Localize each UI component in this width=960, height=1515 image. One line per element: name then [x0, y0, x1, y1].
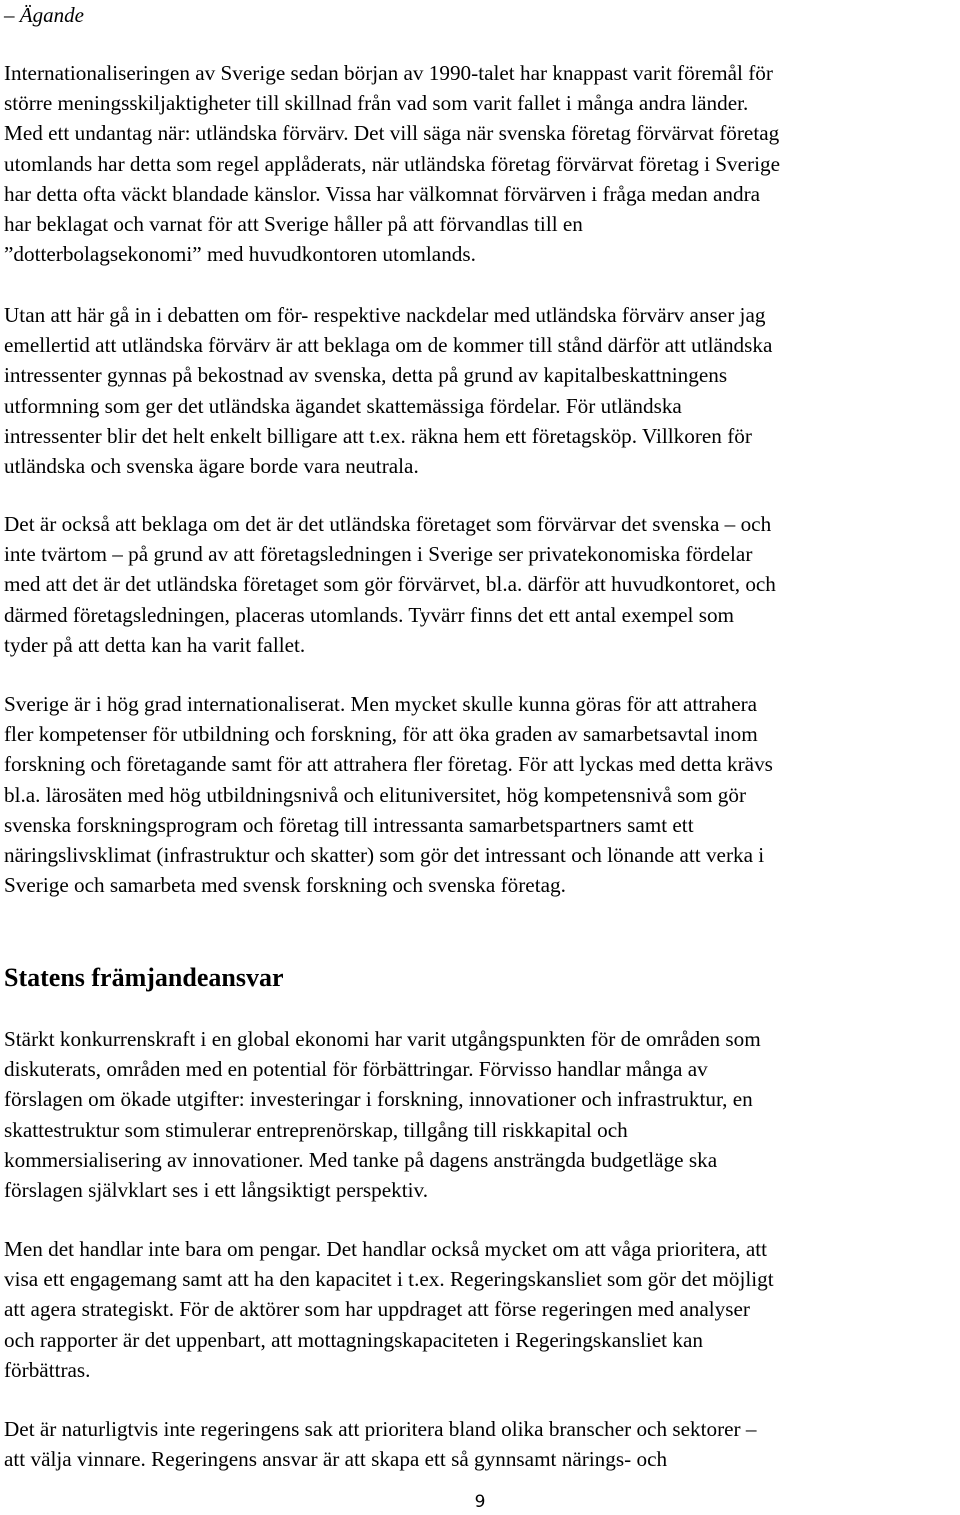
paragraph-foreign-acquisitions: [4, 300, 954, 481]
text-line: Stärkt konkurrenskraft i en global ekonomi har varit utgångspunkten för de områden som: [4, 1027, 761, 1051]
text-line: att agera strategiskt. För de aktörer som har uppdraget att förse regeringen med analyser: [4, 1297, 750, 1322]
text-line: tyder på att detta kan ha varit fallet.: [4, 632, 306, 657]
text-line: Men det handlar inte bara om pengar. Det handlar också mycket om att våga prioritera, att: [4, 1237, 768, 1261]
paragraph-headquarters: [4, 509, 954, 660]
text-line: har beklagat och varnat för att Sverige håller på att förvandlas till en: [4, 212, 583, 237]
paragraph-ownership-intro: [4, 58, 954, 269]
text-line: därmed företagsledningen, placeras utomlands. Tyvärr finns det ett antal exempel som: [4, 602, 735, 627]
text-line: Det är också att beklaga om det är det utländska företaget som förvärvar det svenska – och: [4, 512, 772, 536]
text-line: visa ett engagemang samt att ha den kapacitet i t.ex. Regeringskansliet som gör det möjligt: [4, 1267, 774, 1292]
text-line: näringslivsklimat (infrastruktur och skatter) som gör det intressant och lönande att verka i: [4, 843, 765, 868]
text-line: Det är naturligtvis inte regeringens sak att prioritera bland olika branscher och sektorer –: [4, 1417, 757, 1441]
text-line: intressenter blir det helt enkelt billigare att t.ex. räkna hem ett företagsköp. Villkoren för: [4, 423, 752, 448]
text-line: förslagen självklart ses i ett långsiktigt perspektiv.: [4, 1178, 429, 1203]
text-line: utformning som ger det utländska ägandet skattemässiga fördelar. För utländska: [4, 393, 682, 418]
text-line: Internationaliseringen av Sverige sedan början av 1990-talet har knappast varit föremål för: [4, 61, 773, 85]
text-line: större meningsskiljaktigheter till skillnad från vad som varit fallet i många andra länder.: [4, 91, 749, 116]
text-line: Sverige är i hög grad internationaliserat. Men mycket skulle kunna göras för att attrahera: [4, 692, 758, 716]
text-line: forskning och företagande samt för att attrahera fler företag. För att lyckas med detta krävs: [4, 752, 773, 777]
text-line: utländska och svenska ägare borde vara neutrala.: [4, 454, 419, 479]
page-number: 9: [474, 1492, 486, 1512]
text-line: fler kompetenser för utbildning och forskning, för att öka graden av samarbetsavtal inom: [4, 722, 758, 747]
text-line: förslagen om ökade utgifter: investeringar i forskning, innovationer och infrastruktur, en: [4, 1087, 753, 1112]
text-line: Sverige och samarbeta med svensk forskning och svenska företag.: [4, 873, 566, 898]
paragraph-internationalisation: [4, 689, 954, 900]
text-line: ”dotterbolagsekonomi” med huvudkontoren utomlands.: [4, 242, 476, 267]
text-line: diskuterats, områden med en potential för förbättringar. Förvisso handlar många av: [4, 1057, 708, 1082]
text-line: skattestruktur som stimulerar entreprenörskap, tillgång till riskkapital och: [4, 1117, 628, 1142]
text-line: har detta ofta väckt blandade känslor. Vissa har välkomnat förvärven i fråga medan andra: [4, 181, 761, 206]
text-line: förbättras.: [4, 1357, 91, 1382]
paragraph-government-role: [4, 1414, 954, 1474]
text-line: Med ett undantag när: utländska förvärv. Det vill säga när svenska företag förvärvat företag: [4, 121, 780, 146]
text-line: och rapporter är det uppenbart, att mottagningskapaciteten i Regeringskansliet kan: [4, 1327, 703, 1352]
text-line: utomlands har detta som regel applåderats, när utländska företag förvärvat företag i Sverige: [4, 151, 780, 176]
paragraph-prioritisation: [4, 1234, 954, 1385]
text-line: med att det är det utländska företaget som gör förvärvet, bl.a. därför att huvudkontoret, och: [4, 572, 776, 597]
text-line: intressenter gynnas på bekostnad av svenska, detta på grund av kapitalbeskattningens: [4, 363, 728, 388]
text-line: Utan att här gå in i debatten om för- respektive nackdelar med utländska förvärv anser jag: [4, 303, 766, 327]
text-line: inte tvärtom – på grund av att företagsledningen i Sverige ser privatekonomiska fördelar: [4, 542, 753, 567]
text-line: kommersialisering av innovationer. Med tanke på dagens ansträngda budgetläge ska: [4, 1147, 718, 1172]
section-heading: Statens främjandeansvar: [4, 963, 284, 992]
text-line: svenska forskningsprogram och företag till intressanta samarbetspartners samt ett: [4, 812, 694, 837]
text-line: att välja vinnare. Regeringens ansvar är att skapa ett så gynnsamt närings- och: [4, 1447, 668, 1472]
text-line: bl.a. lärosäten med hög utbildningsnivå och elituniversitet, hög kompetensnivå som gör: [4, 782, 747, 807]
paragraph-competitiveness: [4, 1024, 954, 1205]
section-subtitle: – Ägande: [4, 3, 84, 27]
text-line: emellertid att utländska förvärv är att beklaga om de kommer till stånd därför att utländska: [4, 333, 773, 358]
